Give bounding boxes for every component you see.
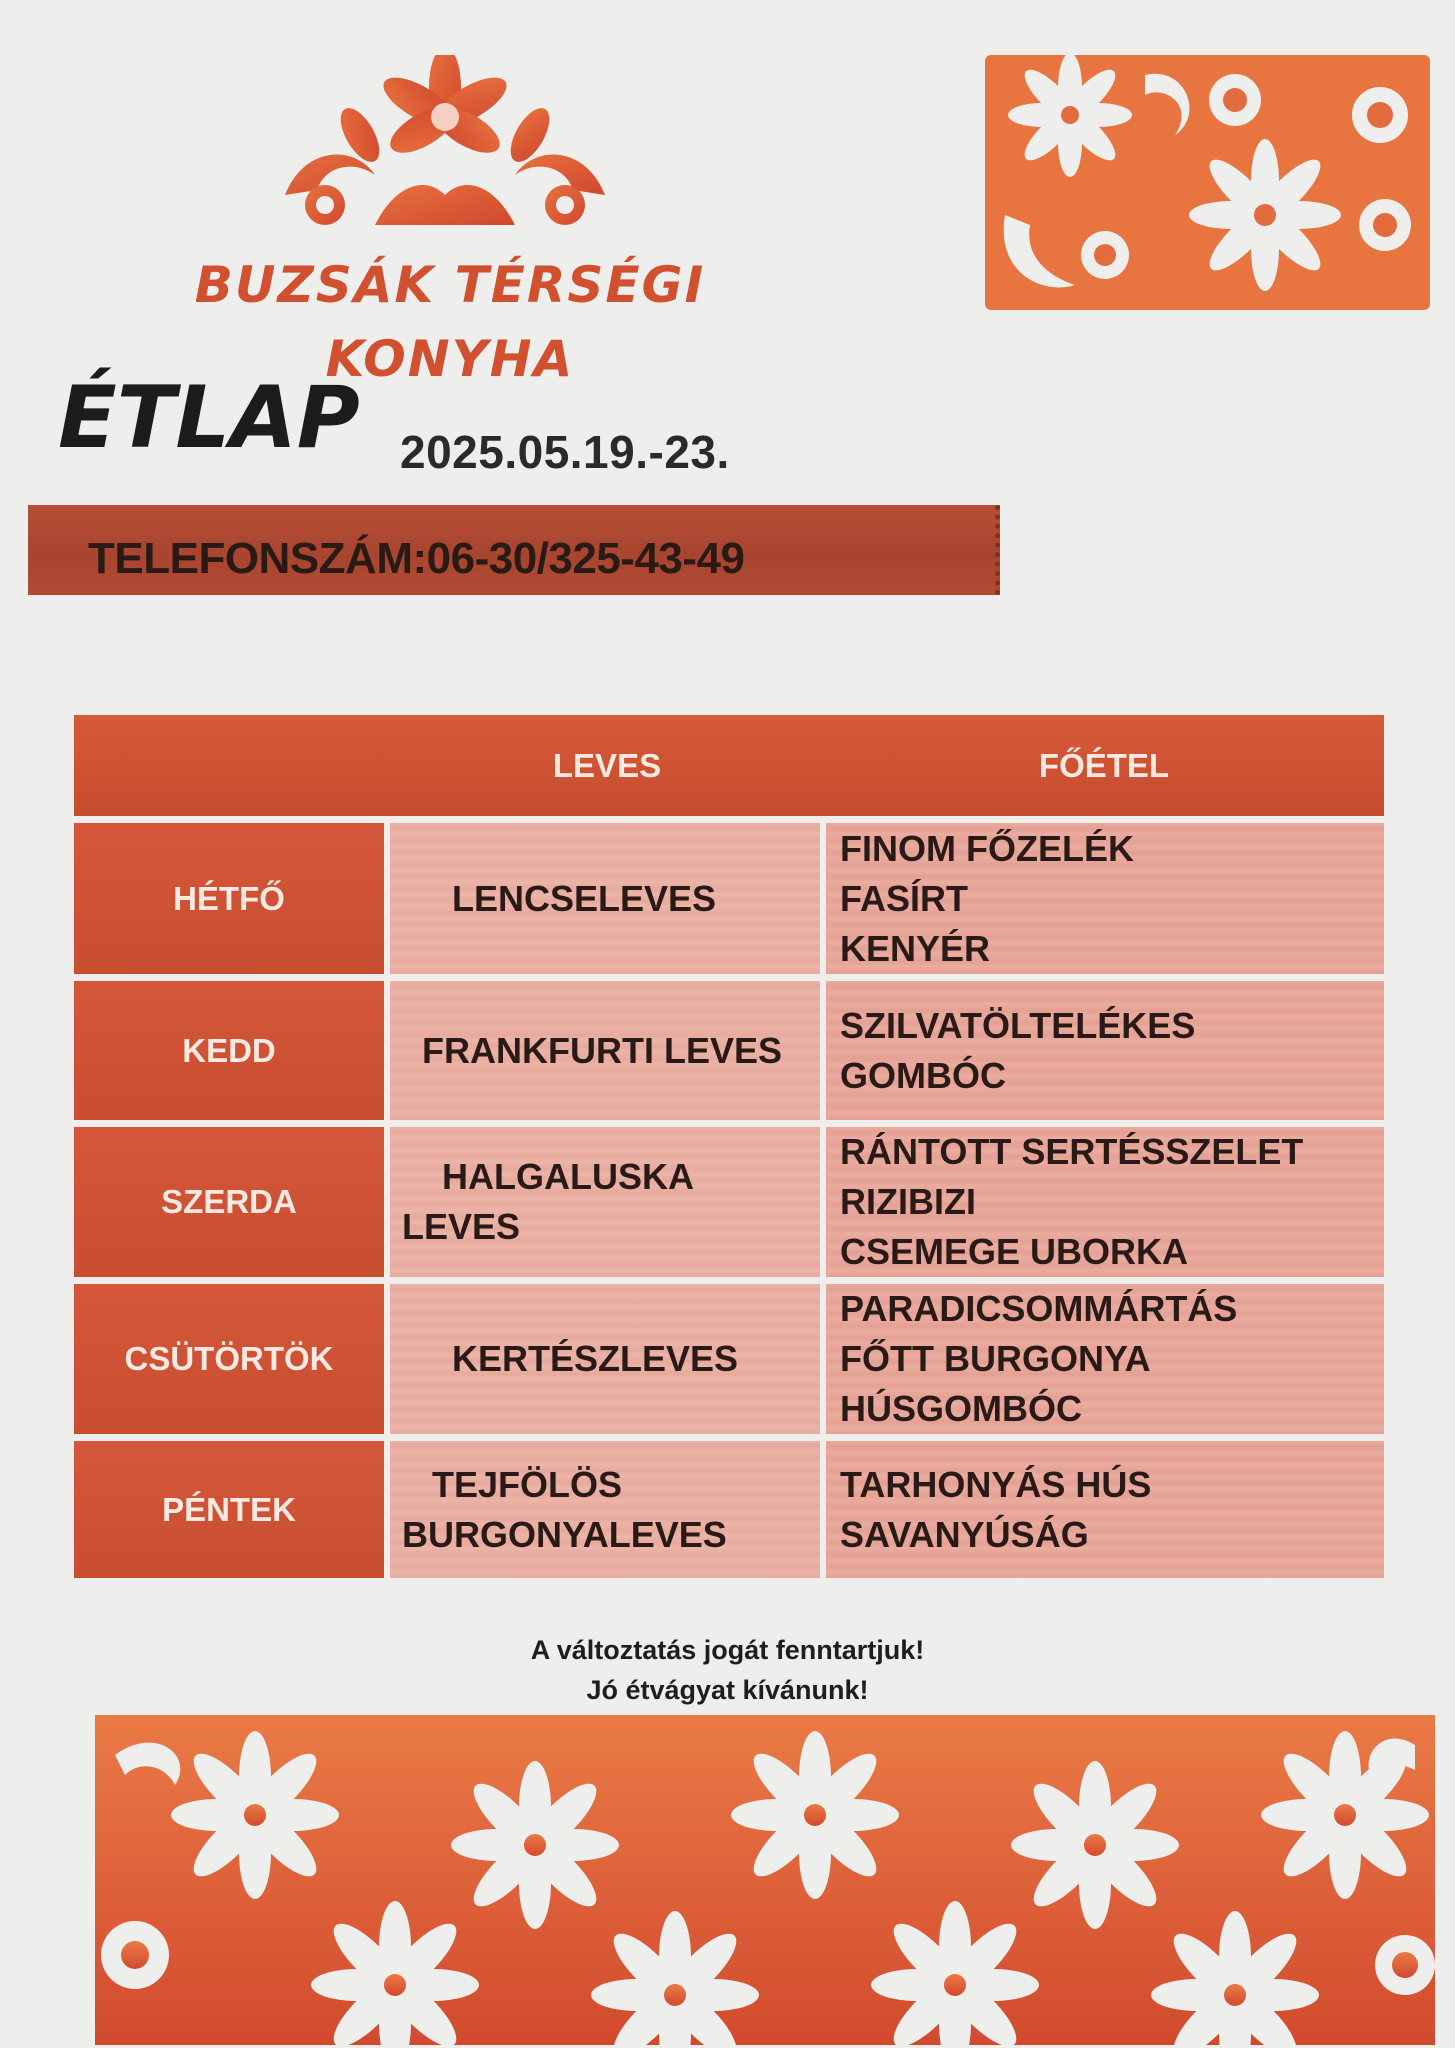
main-line: RÁNTOTT SERTÉSSZELET xyxy=(840,1131,1304,1172)
day-cell: SZERDA xyxy=(74,1127,384,1277)
soup-line: FRANKFURTI LEVES xyxy=(422,1029,782,1071)
footer-note xyxy=(0,1630,1455,1710)
phone-banner xyxy=(28,505,1000,595)
day-cell: KEDD xyxy=(74,981,384,1120)
soup-line: KERTÉSZLEVES xyxy=(452,1338,739,1379)
soup-line: HALGALUSKA xyxy=(442,1156,694,1197)
main-course-cell xyxy=(826,1441,1384,1578)
day-cell: PÉNTEK xyxy=(74,1441,384,1578)
day-cell: HÉTFŐ xyxy=(74,823,384,974)
footer-line-2: Jó étvágyat kívánunk! xyxy=(586,1675,869,1705)
main-course-cell xyxy=(826,823,1384,974)
table-header xyxy=(74,715,1384,816)
soup-cell xyxy=(390,1284,820,1434)
main-line: SZILVATÖLTELÉKES xyxy=(840,1004,1196,1046)
soup-line: BURGONYALEVES xyxy=(402,1513,727,1555)
soup-cell xyxy=(390,1441,820,1578)
main-line: KENYÉR xyxy=(840,927,991,969)
table-row xyxy=(74,1441,1384,1578)
footer-line-1: A változtatás jogát fenntartjuk! xyxy=(530,1635,925,1665)
main-line: HÚSGOMBÓC xyxy=(840,1388,1082,1429)
column-header-soup: LEVES xyxy=(552,746,662,784)
table-row xyxy=(74,981,1384,1120)
main-line: SAVANYÚSÁG xyxy=(840,1513,1089,1555)
day-cell: CSÜTÖRTÖK xyxy=(74,1284,384,1434)
soup-line: LEVES xyxy=(402,1206,521,1247)
main-course-cell xyxy=(826,981,1384,1120)
folk-ornament-top-left-icon xyxy=(265,55,625,230)
main-line: PARADICSOMMÁRTÁS xyxy=(840,1288,1238,1329)
main-course-cell xyxy=(826,1127,1384,1277)
table-row xyxy=(74,823,1384,974)
date-range: 2025.05.19.-23. xyxy=(400,426,730,478)
main-line: GOMBÓC xyxy=(840,1054,1006,1096)
folk-ornament-top-right-icon xyxy=(985,55,1430,310)
folk-ornament-bottom-border-icon xyxy=(95,1715,1435,2045)
phone-number: TELEFONSZÁM:06-30/325-43-49 xyxy=(88,534,745,583)
main-line: FŐTT BURGONYA xyxy=(840,1338,1151,1379)
column-header-main: FŐÉTEL xyxy=(1038,746,1170,784)
main-line: TARHONYÁS HÚS xyxy=(840,1463,1152,1505)
main-line: CSEMEGE UBORKA xyxy=(840,1231,1189,1272)
weekly-menu-table xyxy=(74,715,1384,1578)
main-line: FASÍRT xyxy=(840,877,969,919)
soup-cell xyxy=(390,823,820,974)
main-course-cell xyxy=(826,1284,1384,1434)
soup-line: LENCSELEVES xyxy=(452,877,717,919)
soup-cell xyxy=(390,1127,820,1277)
brand-line-2: KONYHA xyxy=(325,330,575,388)
table-row xyxy=(74,1127,1384,1277)
table-row xyxy=(74,1284,1384,1434)
soup-line: TEJFÖLÖS xyxy=(432,1463,623,1505)
main-line: FINOM FŐZELÉK xyxy=(840,827,1134,869)
page-title: ÉTLAP xyxy=(58,368,360,468)
brand-line-1: BUZSÁK TÉRSÉGI xyxy=(194,256,706,314)
soup-cell xyxy=(390,981,820,1120)
main-line: RIZIBIZI xyxy=(840,1181,976,1222)
